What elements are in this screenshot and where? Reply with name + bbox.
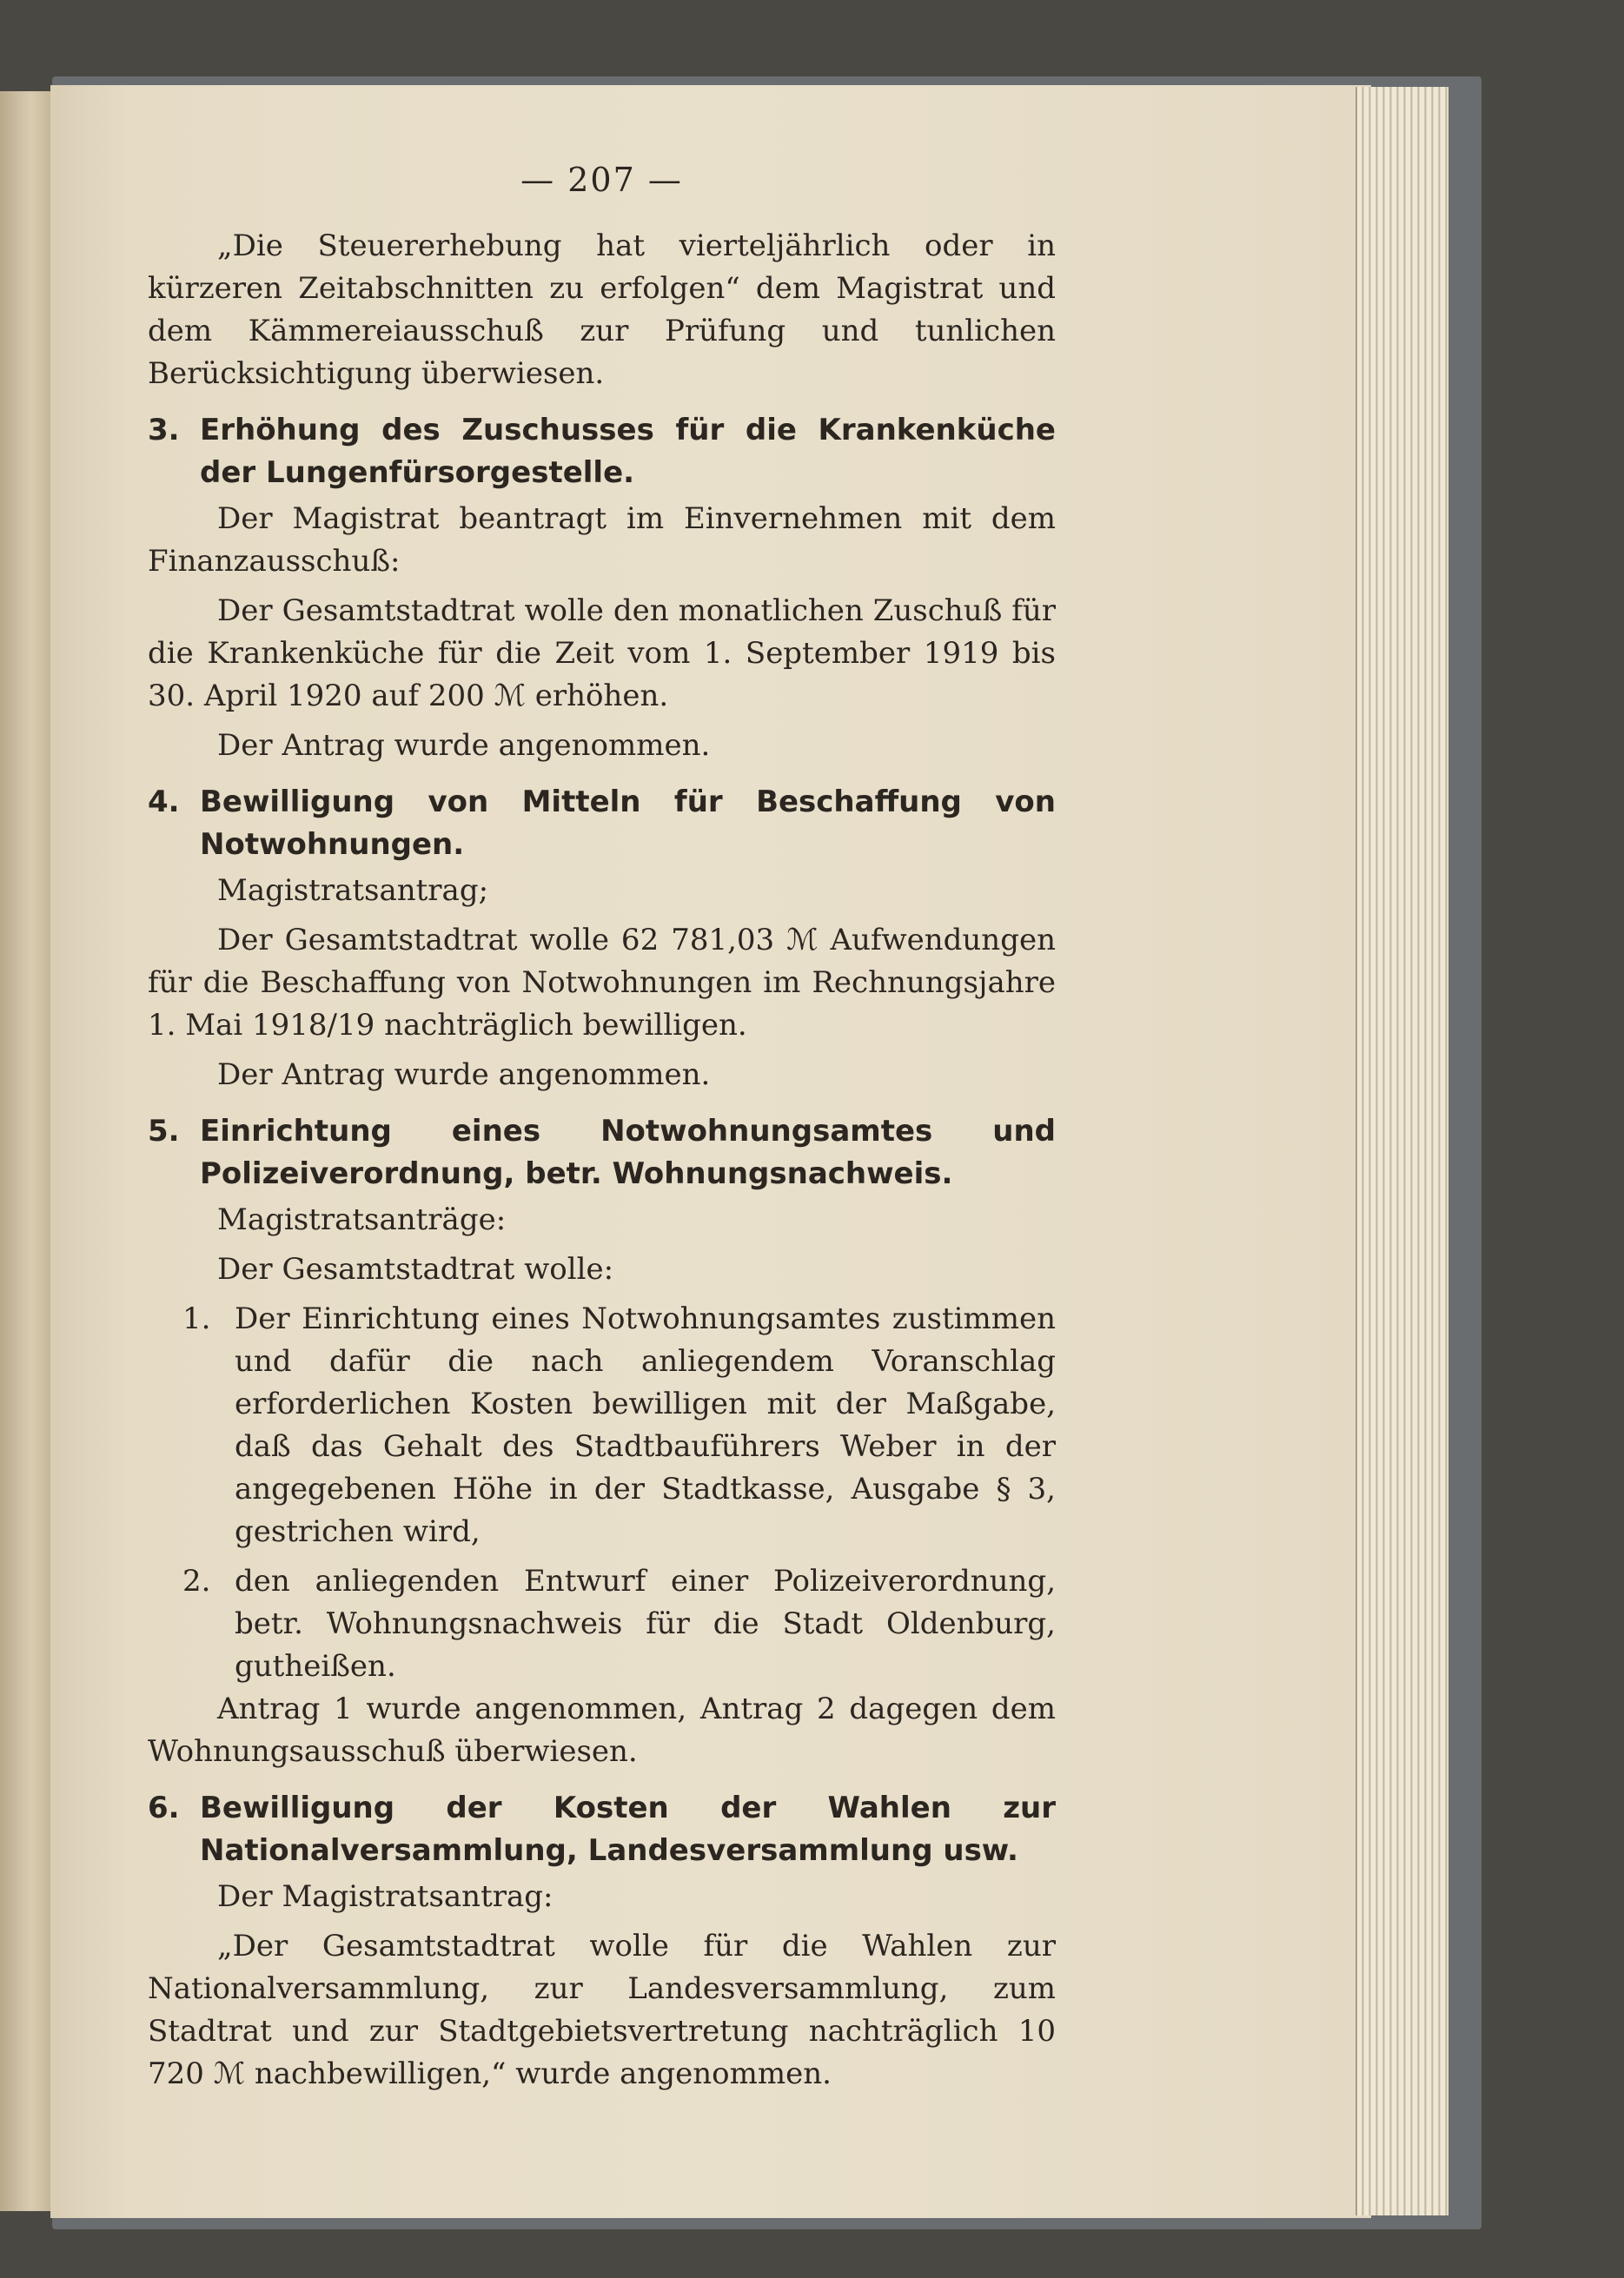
paragraph: Der Antrag wurde angenommen.: [217, 1057, 711, 1092]
section-number: 3.: [148, 413, 180, 447]
section-title: Bewilligung der Kosten der Wahlen zur Nationalversammlung, Landesversammlung usw.: [200, 1791, 1056, 1868]
paragraph: Magistratsanträge:: [217, 1202, 507, 1237]
list-item: [148, 1560, 1056, 1688]
section-5-heading: [148, 1110, 1056, 1195]
paragraph: Der Magistratsantrag:: [217, 1879, 553, 1914]
section-title: Erhöhung des Zuschusses für die Krankenküche der Lungenfürsorgestelle.: [200, 413, 1056, 490]
paragraph: Der Gesamtstadtrat wolle:: [217, 1252, 614, 1287]
section-number: 4.: [148, 785, 180, 819]
paragraph: „Der Gesamtstadtrat wolle für die Wahlen zur Nationalversammlung, zur Landesversammlung, zum Stadtrat und zur Stadtgebietsvertretung nachträglich 10 720 ℳ nachbewilligen,“ wurde angenommen.: [148, 1929, 1056, 2091]
page-text: [148, 161, 1056, 2096]
paragraph: Der Gesamtstadtrat wolle 62 781,03 ℳ Aufwendungen für die Beschaffung von Notwohnungen im Rechnungsjahre 1. Mai 1918/19 nachträglich bewilligen.: [148, 923, 1056, 1043]
section-4-heading: [148, 781, 1056, 866]
intro-paragraph: „Die Steuererhebung hat vierteljährlich oder in kürzeren Zeitabschnitten zu erfolgen“ dem Magistrat und dem Kämmereiausschuß zur Prüfung und tunlichen Berücksichtigung überwiesen.: [148, 228, 1056, 391]
page-edges: [1356, 87, 1448, 2215]
paragraph: Magistratsantrag;: [217, 873, 489, 908]
paragraph: Der Magistrat beantragt im Einvernehmen mit dem Finanzausschuß:: [148, 501, 1056, 579]
paragraph: Der Gesamtstadtrat wolle den monatlichen Zuschuß für die Krankenküche für die Zeit vom 1. September 1919 bis 30. April 1920 auf 200 ℳ erhöhen.: [148, 593, 1056, 713]
section-title: Einrichtung eines Notwohnungsamtes und Polizeiverordnung, betr. Wohnungsnachweis.: [200, 1114, 1056, 1191]
section-number: 5.: [148, 1114, 180, 1149]
list-item: [148, 1298, 1056, 1553]
section-6-heading: [148, 1787, 1056, 1872]
left-page-edge: [0, 91, 55, 2211]
section-3-heading: [148, 409, 1056, 494]
page-number: — 207 —: [520, 161, 683, 199]
section-title: Bewilligung von Mitteln für Beschaffung von Notwohnungen.: [200, 785, 1056, 862]
list-item-number: 2.: [182, 1564, 211, 1599]
list-item-text: Der Einrichtung eines Notwohnungsamtes zustimmen und dafür die nach anliegendem Voranschlag erforderlichen Kosten bewilligen mit der Maßgabe, daß das Gehalt des Stadtbauführers Weber in der angegebenen Höhe in der Stadtkasse, Ausgabe § 3, gestrichen wird,: [235, 1301, 1056, 1549]
list-item-text: den anliegenden Entwurf einer Polizeiverordnung, betr. Wohnungsnachweis für die Stadt Oldenburg, gutheißen.: [235, 1564, 1056, 1684]
paragraph: Antrag 1 wurde angenommen, Antrag 2 dagegen dem Wohnungsausschuß überwiesen.: [148, 1692, 1056, 1769]
paragraph: Der Antrag wurde angenommen.: [217, 728, 711, 763]
list-item-number: 1.: [182, 1301, 211, 1336]
section-number: 6.: [148, 1791, 180, 1825]
